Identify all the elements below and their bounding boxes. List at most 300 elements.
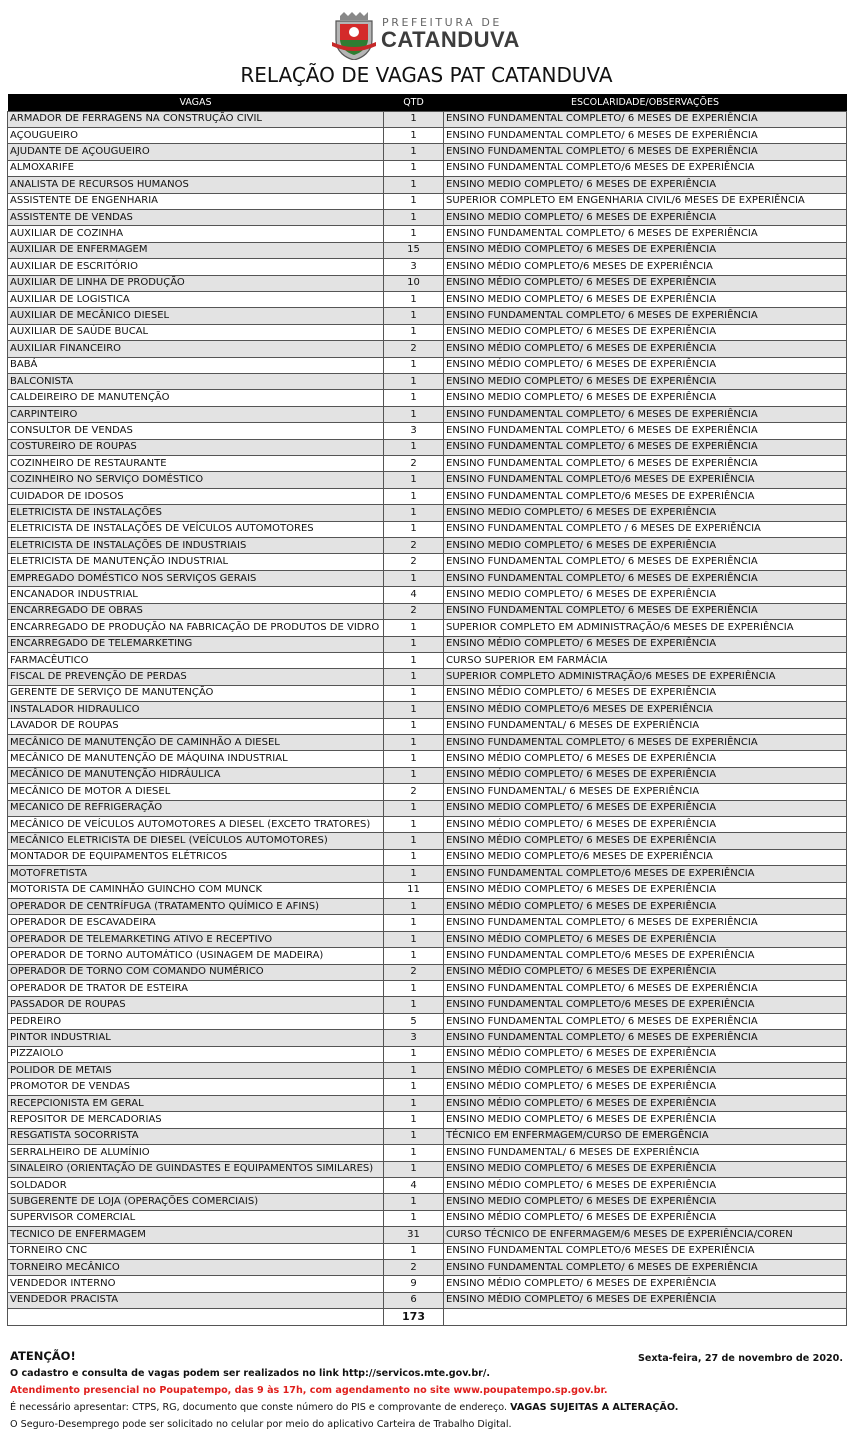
cell-vaga: ENCANADOR INDUSTRIAL <box>8 587 384 603</box>
cell-obs: ENSINO MÉDIO COMPLETO/ 6 MESES DE EXPERIÊNCIA <box>444 1046 847 1062</box>
cell-vaga: AUXILIAR DE LOGISTICA <box>8 291 384 307</box>
cell-qtd: 1 <box>384 570 444 586</box>
cell-qtd: 1 <box>384 177 444 193</box>
cell-qtd: 1 <box>384 472 444 488</box>
table-row <box>8 915 847 931</box>
cell-obs: CURSO SUPERIOR EM FARMÁCIA <box>444 652 847 668</box>
table-row <box>8 1227 847 1243</box>
cell-qtd: 1 <box>384 357 444 373</box>
cell-vaga: ENCARREGADO DE TELEMARKETING <box>8 636 384 652</box>
cell-obs: ENSINO MÉDIO COMPLETO/ 6 MESES DE EXPERIÊNCIA <box>444 275 847 291</box>
table-row <box>8 964 847 980</box>
table-row <box>8 177 847 193</box>
cell-qtd: 4 <box>384 587 444 603</box>
cell-qtd: 1 <box>384 1112 444 1128</box>
cell-qtd: 1 <box>384 111 444 127</box>
cell-obs: ENSINO FUNDAMENTAL COMPLETO/ 6 MESES DE EXPERIÊNCIA <box>444 603 847 619</box>
cell-qtd: 2 <box>384 538 444 554</box>
cell-qtd: 1 <box>384 915 444 931</box>
cell-obs: ENSINO FUNDAMENTAL COMPLETO/6 MESES DE EXPERIÊNCIA <box>444 997 847 1013</box>
table-total-row <box>8 1309 847 1326</box>
table-row <box>8 554 847 570</box>
table-row <box>8 291 847 307</box>
table-row <box>8 1079 847 1095</box>
table-header-row <box>8 94 847 111</box>
table-row <box>8 1210 847 1226</box>
cell-qtd: 4 <box>384 1177 444 1193</box>
table-row <box>8 390 847 406</box>
table-row <box>8 357 847 373</box>
cell-vaga: MECÂNICO DE MANUTENÇÃO HIDRÁULICA <box>8 767 384 783</box>
table-row <box>8 1243 847 1259</box>
cell-qtd: 2 <box>384 456 444 472</box>
table-body <box>8 111 847 1326</box>
prefeitura-logo <box>330 10 520 60</box>
cell-qtd: 1 <box>384 620 444 636</box>
cell-qtd: 1 <box>384 1161 444 1177</box>
cell-vaga: BABÁ <box>8 357 384 373</box>
cell-vaga: MECÂNICO ELETRICISTA DE DIESEL (VEÍCULOS AUTOMOTORES) <box>8 833 384 849</box>
table-row <box>8 1112 847 1128</box>
cell-obs: SUPERIOR COMPLETO ADMINISTRAÇÃO/6 MESES DE EXPERIÊNCIA <box>444 669 847 685</box>
cell-qtd: 1 <box>384 521 444 537</box>
table-row <box>8 652 847 668</box>
cell-qtd: 1 <box>384 160 444 176</box>
cell-obs: ENSINO FUNDAMENTAL/ 6 MESES DE EXPERIÊNCIA <box>444 718 847 734</box>
cell-obs: ENSINO MÉDIO COMPLETO/ 6 MESES DE EXPERIÊNCIA <box>444 751 847 767</box>
cell-qtd: 1 <box>384 816 444 832</box>
cell-obs: ENSINO MÉDIO COMPLETO/ 6 MESES DE EXPERIÊNCIA <box>444 931 847 947</box>
cell-qtd: 1 <box>384 899 444 915</box>
cell-obs: ENSINO MEDIO COMPLETO/ 6 MESES DE EXPERIÊNCIA <box>444 390 847 406</box>
cell-obs: ENSINO MÉDIO COMPLETO/ 6 MESES DE EXPERIÊNCIA <box>444 357 847 373</box>
cell-obs: ENSINO MEDIO COMPLETO/ 6 MESES DE EXPERIÊNCIA <box>444 291 847 307</box>
cell-obs: SUPERIOR COMPLETO EM ENGENHARIA CIVIL/6 MESES DE EXPERIÊNCIA <box>444 193 847 209</box>
cell-qtd: 2 <box>384 603 444 619</box>
cell-obs: ENSINO MÉDIO COMPLETO/ 6 MESES DE EXPERIÊNCIA <box>444 1079 847 1095</box>
cell-obs: ENSINO MÉDIO COMPLETO/ 6 MESES DE EXPERIÊNCIA <box>444 833 847 849</box>
cell-obs: ENSINO MÉDIO COMPLETO/ 6 MESES DE EXPERIÊNCIA <box>444 882 847 898</box>
cell-vaga: POLIDOR DE METAIS <box>8 1063 384 1079</box>
table-row <box>8 981 847 997</box>
cell-obs: ENSINO MÉDIO COMPLETO/ 6 MESES DE EXPERIÊNCIA <box>444 341 847 357</box>
cell-vaga: MECÂNICO DE MANUTENÇÃO DE CAMINHÃO A DIESEL <box>8 734 384 750</box>
cell-obs: ENSINO FUNDAMENTAL COMPLETO/ 6 MESES DE EXPERIÊNCIA <box>444 111 847 127</box>
cell-obs: ENSINO MÉDIO COMPLETO/ 6 MESES DE EXPERIÊNCIA <box>444 1276 847 1292</box>
cell-vaga: AJUDANTE DE AÇOUGUEIRO <box>8 144 384 160</box>
cell-obs: ENSINO MÉDIO COMPLETO/ 6 MESES DE EXPERIÊNCIA <box>444 1063 847 1079</box>
table-row <box>8 374 847 390</box>
cell-vaga: OPERADOR DE ESCAVADEIRA <box>8 915 384 931</box>
cell-obs: ENSINO FUNDAMENTAL COMPLETO/ 6 MESES DE EXPERIÊNCIA <box>444 308 847 324</box>
cell-vaga: OPERADOR DE CENTRÍFUGA (TRATAMENTO QUÍMICO E AFINS) <box>8 899 384 915</box>
table-row <box>8 636 847 652</box>
cell-qtd: 1 <box>384 718 444 734</box>
cell-qtd: 1 <box>384 636 444 652</box>
cell-qtd: 1 <box>384 866 444 882</box>
cell-vaga: VENDEDOR INTERNO <box>8 1276 384 1292</box>
cell-obs: ENSINO FUNDAMENTAL/ 6 MESES DE EXPERIÊNCIA <box>444 784 847 800</box>
table-row <box>8 882 847 898</box>
cell-qtd: 1 <box>384 390 444 406</box>
note-line-3 <box>10 1399 846 1416</box>
cell-vaga: MOTORISTA DE CAMINHÃO GUINCHO COM MUNCK <box>8 882 384 898</box>
cell-qtd: 1 <box>384 833 444 849</box>
cell-vaga: AUXILIAR DE SAÚDE BUCAL <box>8 324 384 340</box>
table-row <box>8 1128 847 1144</box>
cell-qtd: 1 <box>384 488 444 504</box>
cell-qtd: 1 <box>384 127 444 143</box>
cell-obs: ENSINO MÉDIO COMPLETO/ 6 MESES DE EXPERIÊNCIA <box>444 899 847 915</box>
table-row <box>8 1030 847 1046</box>
cell-qtd: 1 <box>384 144 444 160</box>
cell-qtd: 15 <box>384 242 444 258</box>
cell-qtd: 1 <box>384 308 444 324</box>
table-row <box>8 193 847 209</box>
note-line-2: Atendimento presencial no Poupatempo, das 9 às 17h, com agendamento no site www.poupatempo.sp.gov.br. <box>10 1385 608 1396</box>
table-row <box>8 1095 847 1111</box>
cell-vaga: OPERADOR DE TORNO COM COMANDO NUMÉRICO <box>8 964 384 980</box>
cell-vaga: COSTUREIRO DE ROUPAS <box>8 439 384 455</box>
cell-qtd: 1 <box>384 685 444 701</box>
cell-obs: ENSINO FUNDAMENTAL COMPLETO/6 MESES DE EXPERIÊNCIA <box>444 1243 847 1259</box>
cell-vaga: MECÂNICO DE MANUTENÇÃO DE MÁQUINA INDUSTRIAL <box>8 751 384 767</box>
table-row <box>8 620 847 636</box>
cell-obs: ENSINO MÉDIO COMPLETO/ 6 MESES DE EXPERIÊNCIA <box>444 964 847 980</box>
cell-vaga: ANALISTA DE RECURSOS HUMANOS <box>8 177 384 193</box>
cell-qtd: 1 <box>384 439 444 455</box>
table-row <box>8 800 847 816</box>
cell-qtd: 1 <box>384 734 444 750</box>
cell-vaga: TECNICO DE ENFERMAGEM <box>8 1227 384 1243</box>
cell-vaga: AUXILIAR DE LINHA DE PRODUÇÃO <box>8 275 384 291</box>
table-row <box>8 685 847 701</box>
cell-obs: ENSINO FUNDAMENTAL COMPLETO/ 6 MESES DE EXPERIÊNCIA <box>444 1030 847 1046</box>
table-row <box>8 948 847 964</box>
cell-qtd: 1 <box>384 702 444 718</box>
cell-qtd: 1 <box>384 1145 444 1161</box>
column-header-vagas: VAGAS <box>8 94 384 111</box>
table-row <box>8 324 847 340</box>
table-row <box>8 1046 847 1062</box>
cell-vaga: CONSULTOR DE VENDAS <box>8 423 384 439</box>
cell-qtd: 2 <box>384 964 444 980</box>
cell-qtd: 1 <box>384 209 444 225</box>
cell-vaga: CARPINTEIRO <box>8 406 384 422</box>
cell-obs: ENSINO FUNDAMENTAL COMPLETO/ 6 MESES DE EXPERIÊNCIA <box>444 554 847 570</box>
cell-obs: ENSINO FUNDAMENTAL COMPLETO / 6 MESES DE EXPERIÊNCIA <box>444 521 847 537</box>
cell-qtd: 1 <box>384 324 444 340</box>
cell-obs: ENSINO MEDIO COMPLETO/ 6 MESES DE EXPERIÊNCIA <box>444 538 847 554</box>
cell-qtd: 1 <box>384 1243 444 1259</box>
table-row <box>8 1259 847 1275</box>
table-row <box>8 816 847 832</box>
cell-obs: ENSINO FUNDAMENTAL/ 6 MESES DE EXPERIÊNCIA <box>444 1145 847 1161</box>
table-row <box>8 521 847 537</box>
cell-obs: ENSINO MÉDIO COMPLETO/ 6 MESES DE EXPERIÊNCIA <box>444 1210 847 1226</box>
cell-vaga: ELETRICISTA DE MANUTENÇÃO INDUSTRIAL <box>8 554 384 570</box>
cell-qtd: 1 <box>384 849 444 865</box>
cell-qtd: 2 <box>384 1259 444 1275</box>
cell-obs: ENSINO FUNDAMENTAL COMPLETO/ 6 MESES DE EXPERIÊNCIA <box>444 456 847 472</box>
cell-vaga: PEDREIRO <box>8 1013 384 1029</box>
cell-qtd: 1 <box>384 1063 444 1079</box>
cell-obs: ENSINO MÉDIO COMPLETO/ 6 MESES DE EXPERIÊNCIA <box>444 685 847 701</box>
table-row <box>8 767 847 783</box>
table-row <box>8 160 847 176</box>
cell-qtd: 1 <box>384 997 444 1013</box>
cell-obs: ENSINO MÉDIO COMPLETO/ 6 MESES DE EXPERIÊNCIA <box>444 767 847 783</box>
cell-obs: ENSINO FUNDAMENTAL COMPLETO/ 6 MESES DE EXPERIÊNCIA <box>444 1259 847 1275</box>
cell-qtd: 1 <box>384 1194 444 1210</box>
cell-qtd: 9 <box>384 1276 444 1292</box>
table-row <box>8 111 847 127</box>
table-row <box>8 833 847 849</box>
cell-obs: ENSINO FUNDAMENTAL COMPLETO/ 6 MESES DE EXPERIÊNCIA <box>444 439 847 455</box>
cell-vaga: BALCONISTA <box>8 374 384 390</box>
table-row <box>8 997 847 1013</box>
table-row <box>8 849 847 865</box>
logo-bottom-text: CATANDUVA <box>381 27 520 52</box>
cell-vaga: ELETRICISTA DE INSTALAÇÕES DE INDUSTRIAIS <box>8 538 384 554</box>
cell-qtd: 1 <box>384 1210 444 1226</box>
cell-obs: ENSINO MEDIO COMPLETO/6 MESES DE EXPERIÊNCIA <box>444 849 847 865</box>
cell-obs: ENSINO MEDIO COMPLETO/ 6 MESES DE EXPERIÊNCIA <box>444 177 847 193</box>
table-row <box>8 226 847 242</box>
cell-vaga: TORNEIRO CNC <box>8 1243 384 1259</box>
cell-vaga: SUBGERENTE DE LOJA (OPERAÇÕES COMERCIAIS) <box>8 1194 384 1210</box>
table-row <box>8 456 847 472</box>
cell-qtd: 2 <box>384 784 444 800</box>
cell-obs: ENSINO MEDIO COMPLETO/ 6 MESES DE EXPERIÊNCIA <box>444 209 847 225</box>
cell-qtd: 31 <box>384 1227 444 1243</box>
cell-vaga: MONTADOR DE EQUIPAMENTOS ELÉTRICOS <box>8 849 384 865</box>
cell-vaga: FISCAL DE PREVENÇÃO DE PERDAS <box>8 669 384 685</box>
cell-vaga: LAVADOR DE ROUPAS <box>8 718 384 734</box>
cell-vaga: AUXILIAR DE MECÂNICO DIESEL <box>8 308 384 324</box>
table-row <box>8 127 847 143</box>
table-row <box>8 931 847 947</box>
cell-qtd: 1 <box>384 374 444 390</box>
cell-vaga: AUXILIAR DE ESCRITÓRIO <box>8 259 384 275</box>
cell-vaga: REPOSITOR DE MERCADORIAS <box>8 1112 384 1128</box>
note-line-3-text: É necessário apresentar: CTPS, RG, documento que conste número do PIS e comprovante de endereço. <box>10 1402 511 1413</box>
cell-qtd: 2 <box>384 554 444 570</box>
table-row <box>8 899 847 915</box>
cell-vaga: AUXILIAR FINANCEIRO <box>8 341 384 357</box>
page-title: RELAÇÃO DE VAGAS PAT CATANDUVA <box>240 63 613 87</box>
cell-obs: ENSINO FUNDAMENTAL COMPLETO/ 6 MESES DE EXPERIÊNCIA <box>444 406 847 422</box>
table-row <box>8 1194 847 1210</box>
cell-qtd: 3 <box>384 423 444 439</box>
table-row <box>8 505 847 521</box>
table-row <box>8 718 847 734</box>
table-row <box>8 587 847 603</box>
note-line-4: O Seguro-Desemprego pode ser solicitado no celular por meio do aplicativo Carteira de Trabalho Digital. <box>10 1419 512 1430</box>
cell-obs: ENSINO FUNDAMENTAL COMPLETO/ 6 MESES DE EXPERIÊNCIA <box>444 226 847 242</box>
cell-vaga: CALDEIREIRO DE MANUTENÇÃO <box>8 390 384 406</box>
cell-obs: TÉCNICO EM ENFERMAGEM/CURSO DE EMERGÊNCIA <box>444 1128 847 1144</box>
cell-vaga: AÇOUGUEIRO <box>8 127 384 143</box>
cell-qtd: 1 <box>384 291 444 307</box>
cell-obs: ENSINO MÉDIO COMPLETO/ 6 MESES DE EXPERIÊNCIA <box>444 242 847 258</box>
cell-vaga: EMPREGADO DOMÉSTICO NOS SERVIÇOS GERAIS <box>8 570 384 586</box>
table-row <box>8 308 847 324</box>
cell-vaga: FARMACÊUTICO <box>8 652 384 668</box>
cell-obs: ENSINO MÉDIO COMPLETO/6 MESES DE EXPERIÊNCIA <box>444 259 847 275</box>
table-row <box>8 1292 847 1308</box>
attention-heading: ATENÇÃO! <box>10 1349 76 1363</box>
table-row <box>8 1063 847 1079</box>
cell-qtd: 1 <box>384 1079 444 1095</box>
cell-vaga: SUPERVISOR COMERCIAL <box>8 1210 384 1226</box>
cell-qtd: 1 <box>384 652 444 668</box>
table-row <box>8 259 847 275</box>
cell-vaga: PASSADOR DE ROUPAS <box>8 997 384 1013</box>
table-row <box>8 1177 847 1193</box>
cell-vaga: VENDEDOR PRACISTA <box>8 1292 384 1308</box>
publication-date: Sexta-feira, 27 de novembro de 2020. <box>638 1353 843 1364</box>
cell-vaga: ASSISTENTE DE VENDAS <box>8 209 384 225</box>
table-row <box>8 406 847 422</box>
cell-vaga: OPERADOR DE TORNO AUTOMÁTICO (USINAGEM DE MADEIRA) <box>8 948 384 964</box>
cell-vaga: ARMADOR DE FERRAGENS NA CONSTRUÇÃO CIVIL <box>8 111 384 127</box>
cell-obs: ENSINO MÉDIO COMPLETO/ 6 MESES DE EXPERIÊNCIA <box>444 1177 847 1193</box>
table-row <box>8 488 847 504</box>
cell-qtd: 1 <box>384 981 444 997</box>
cell-vaga: ALMOXARIFE <box>8 160 384 176</box>
total-empty-cell <box>444 1309 847 1326</box>
cell-vaga: PINTOR INDUSTRIAL <box>8 1030 384 1046</box>
cell-obs: ENSINO FUNDAMENTAL COMPLETO/ 6 MESES DE EXPERIÊNCIA <box>444 144 847 160</box>
cell-obs: ENSINO MEDIO COMPLETO/ 6 MESES DE EXPERIÊNCIA <box>444 374 847 390</box>
notes-section <box>10 1348 846 1433</box>
cell-obs: ENSINO MEDIO COMPLETO/ 6 MESES DE EXPERIÊNCIA <box>444 800 847 816</box>
cell-qtd: 1 <box>384 1128 444 1144</box>
cell-obs: ENSINO FUNDAMENTAL COMPLETO/ 6 MESES DE EXPERIÊNCIA <box>444 1013 847 1029</box>
cell-qtd: 1 <box>384 193 444 209</box>
cell-vaga: ENCARREGADO DE OBRAS <box>8 603 384 619</box>
cell-obs: ENSINO FUNDAMENTAL COMPLETO/6 MESES DE EXPERIÊNCIA <box>444 472 847 488</box>
cell-vaga: ASSISTENTE DE ENGENHARIA <box>8 193 384 209</box>
cell-vaga: SERRALHEIRO DE ALUMÍNIO <box>8 1145 384 1161</box>
cell-qtd: 1 <box>384 767 444 783</box>
table-row <box>8 538 847 554</box>
cell-vaga: ELETRICISTA DE INSTALAÇÕES DE VEÍCULOS AUTOMOTORES <box>8 521 384 537</box>
cell-qtd: 10 <box>384 275 444 291</box>
table-row <box>8 144 847 160</box>
cell-qtd: 3 <box>384 259 444 275</box>
table-row <box>8 1145 847 1161</box>
table-row <box>8 275 847 291</box>
cell-obs: ENSINO MÉDIO COMPLETO/ 6 MESES DE EXPERIÊNCIA <box>444 1292 847 1308</box>
cell-qtd: 1 <box>384 1046 444 1062</box>
cell-vaga: COZINHEIRO DE RESTAURANTE <box>8 456 384 472</box>
cell-vaga: SOLDADOR <box>8 1177 384 1193</box>
cell-vaga: CUIDADOR DE IDOSOS <box>8 488 384 504</box>
cell-vaga: MOTOFRETISTA <box>8 866 384 882</box>
logo-top-text: PREFEITURA DE <box>382 16 502 29</box>
cell-obs: ENSINO FUNDAMENTAL COMPLETO/ 6 MESES DE EXPERIÊNCIA <box>444 915 847 931</box>
note-line-1: O cadastro e consulta de vagas podem ser realizados no link http://servicos.mte.gov.br/. <box>10 1368 491 1379</box>
cell-vaga: OPERADOR DE TRATOR DE ESTEIRA <box>8 981 384 997</box>
table-row <box>8 866 847 882</box>
cell-vaga: MECÂNICO DE MOTOR A DIESEL <box>8 784 384 800</box>
cell-qtd: 1 <box>384 1095 444 1111</box>
cell-qtd: 1 <box>384 505 444 521</box>
cell-obs: ENSINO FUNDAMENTAL COMPLETO/ 6 MESES DE EXPERIÊNCIA <box>444 981 847 997</box>
table-row <box>8 1276 847 1292</box>
cell-obs: ENSINO MÉDIO COMPLETO/ 6 MESES DE EXPERIÊNCIA <box>444 636 847 652</box>
cell-obs: ENSINO MÉDIO COMPLETO/6 MESES DE EXPERIÊNCIA <box>444 702 847 718</box>
table-row <box>8 603 847 619</box>
cell-qtd: 3 <box>384 1030 444 1046</box>
cell-obs: ENSINO FUNDAMENTAL COMPLETO/6 MESES DE EXPERIÊNCIA <box>444 948 847 964</box>
cell-vaga: RECEPCIONISTA EM GERAL <box>8 1095 384 1111</box>
total-qtd: 173 <box>384 1309 444 1326</box>
note-line-3-warning: VAGAS SUJEITAS A ALTERAÇÃO. <box>510 1402 679 1413</box>
cell-obs: ENSINO FUNDAMENTAL COMPLETO/ 6 MESES DE EXPERIÊNCIA <box>444 570 847 586</box>
cell-vaga: TORNEIRO MECÂNICO <box>8 1259 384 1275</box>
cell-vaga: OPERADOR DE TELEMARKETING ATIVO E RECEPTIVO <box>8 931 384 947</box>
cell-qtd: 1 <box>384 800 444 816</box>
table-row <box>8 734 847 750</box>
cell-obs: ENSINO FUNDAMENTAL COMPLETO/ 6 MESES DE EXPERIÊNCIA <box>444 734 847 750</box>
cell-qtd: 2 <box>384 341 444 357</box>
cell-vaga: COZINHEIRO NO SERVIÇO DOMÉSTICO <box>8 472 384 488</box>
cell-vaga: MECÂNICO DE VEÍCULOS AUTOMOTORES A DIESEL (EXCETO TRATORES) <box>8 816 384 832</box>
cell-qtd: 1 <box>384 669 444 685</box>
city-crest-icon <box>332 12 376 60</box>
cell-vaga: PROMOTOR DE VENDAS <box>8 1079 384 1095</box>
cell-vaga: INSTALADOR HIDRAULICO <box>8 702 384 718</box>
cell-obs: ENSINO MEDIO COMPLETO/ 6 MESES DE EXPERIÊNCIA <box>444 1161 847 1177</box>
cell-vaga: MECANICO DE REFRIGERAÇÃO <box>8 800 384 816</box>
cell-obs: ENSINO MÉDIO COMPLETO/ 6 MESES DE EXPERIÊNCIA <box>444 1095 847 1111</box>
cell-vaga: AUXILIAR DE ENFERMAGEM <box>8 242 384 258</box>
cell-qtd: 5 <box>384 1013 444 1029</box>
cell-obs: ENSINO MÉDIO COMPLETO/ 6 MESES DE EXPERIÊNCIA <box>444 816 847 832</box>
table-row <box>8 423 847 439</box>
table-row <box>8 751 847 767</box>
table-row <box>8 472 847 488</box>
cell-qtd: 1 <box>384 751 444 767</box>
cell-qtd: 11 <box>384 882 444 898</box>
cell-qtd: 1 <box>384 226 444 242</box>
table-row <box>8 784 847 800</box>
table-row <box>8 242 847 258</box>
cell-vaga: SINALEIRO (ORIENTAÇÃO DE GUINDASTES E EQUIPAMENTOS SIMILARES) <box>8 1161 384 1177</box>
cell-obs: ENSINO FUNDAMENTAL COMPLETO/ 6 MESES DE EXPERIÊNCIA <box>444 127 847 143</box>
cell-obs: CURSO TÉCNICO DE ENFERMAGEM/6 MESES DE EXPERIÊNCIA/COREN <box>444 1227 847 1243</box>
column-header-qtd: QTD <box>384 94 444 111</box>
cell-obs: SUPERIOR COMPLETO EM ADMINISTRAÇÃO/6 MESES DE EXPERIÊNCIA <box>444 620 847 636</box>
cell-vaga: RESGATISTA SOCORRISTA <box>8 1128 384 1144</box>
cell-vaga: ENCARREGADO DE PRODUÇÃO NA FABRICAÇÃO DE PRODUTOS DE VIDRO <box>8 620 384 636</box>
table-row <box>8 1013 847 1029</box>
cell-obs: ENSINO FUNDAMENTAL COMPLETO/6 MESES DE EXPERIÊNCIA <box>444 866 847 882</box>
cell-obs: ENSINO MEDIO COMPLETO/ 6 MESES DE EXPERIÊNCIA <box>444 1112 847 1128</box>
column-header-obs: ESCOLARIDADE/OBSERVAÇÕES <box>444 94 847 111</box>
cell-qtd: 1 <box>384 931 444 947</box>
table-row <box>8 209 847 225</box>
table-row <box>8 669 847 685</box>
table-row <box>8 1161 847 1177</box>
cell-vaga: GERENTE DE SERVIÇO DE MANUTENÇÃO <box>8 685 384 701</box>
cell-qtd: 6 <box>384 1292 444 1308</box>
vacancies-table <box>7 94 847 1326</box>
cell-qtd: 1 <box>384 406 444 422</box>
